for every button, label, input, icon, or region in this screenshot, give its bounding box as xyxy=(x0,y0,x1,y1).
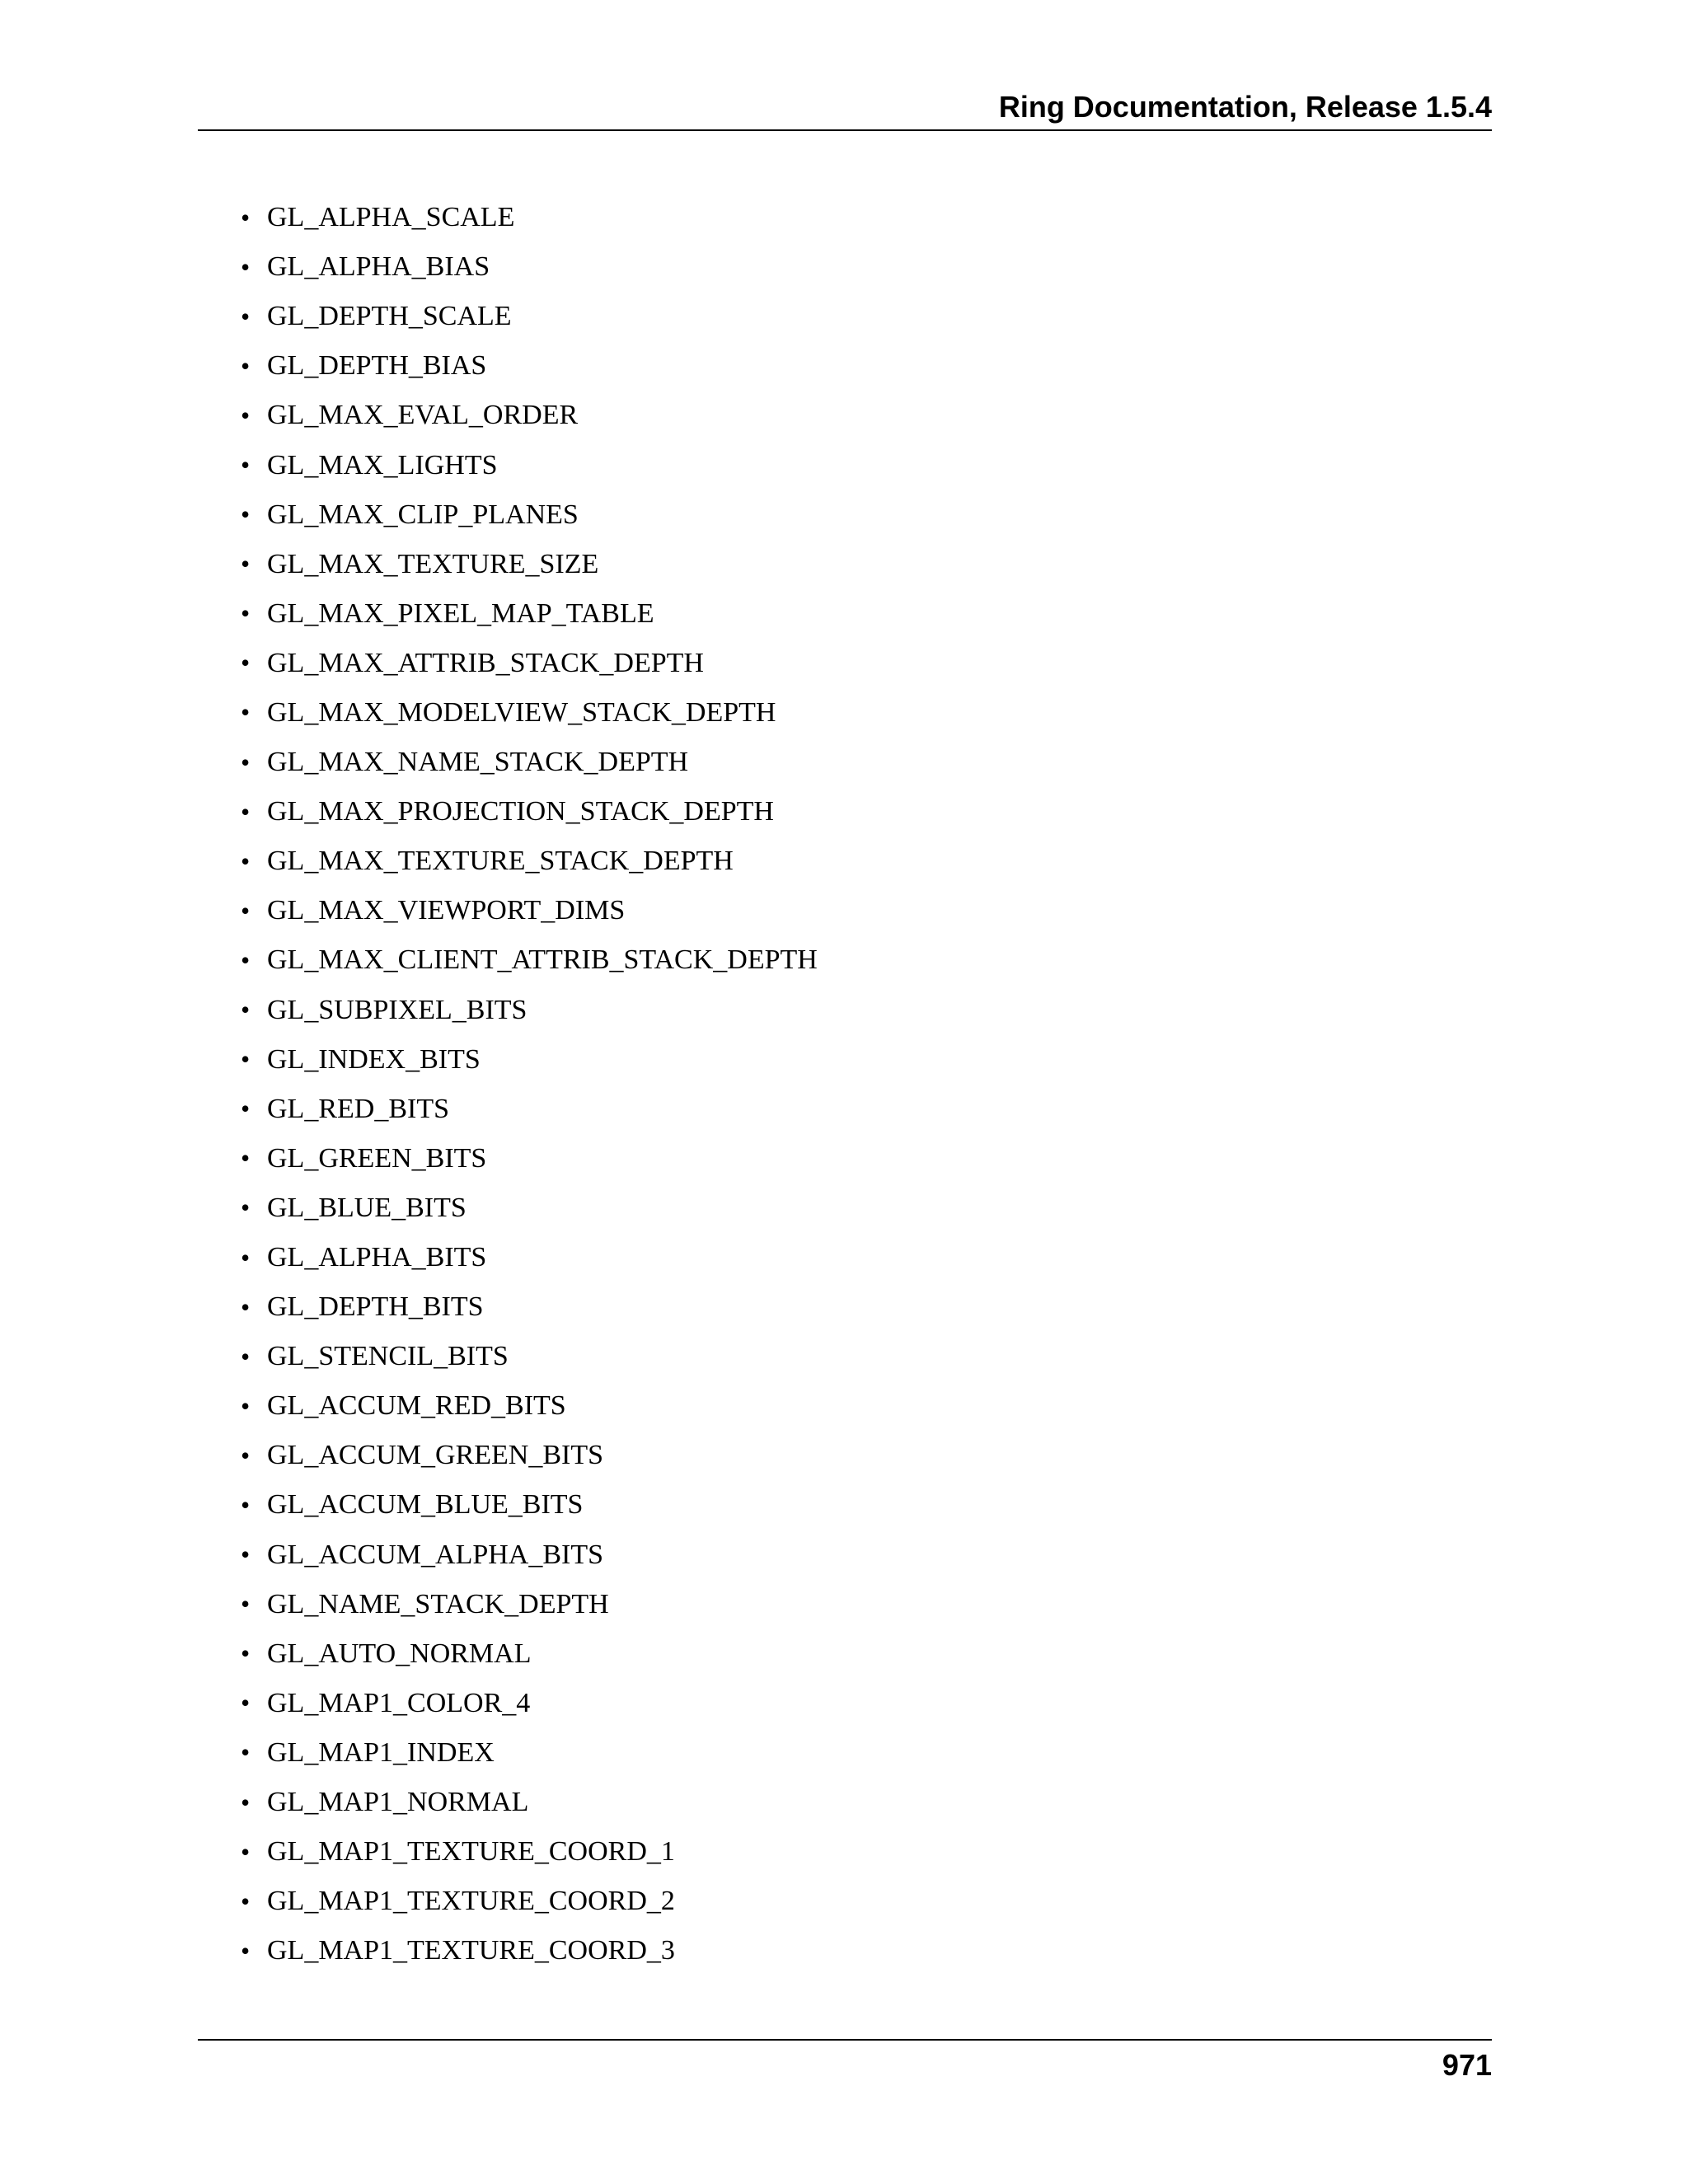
list-item-text: GL_MAP1_TEXTURE_COORD_2 xyxy=(267,1886,675,1917)
list-item-text: GL_MAX_TEXTURE_SIZE xyxy=(267,548,599,579)
bullet-icon: • xyxy=(241,450,251,480)
list-item-text: GL_INDEX_BITS xyxy=(267,1043,481,1075)
list-item xyxy=(241,193,818,242)
bullet-icon: • xyxy=(241,1540,251,1570)
list-item-text: GL_ALPHA_SCALE xyxy=(267,202,515,233)
list-item xyxy=(241,242,818,292)
list-item xyxy=(241,639,818,688)
list-item-text: GL_MAX_TEXTURE_STACK_DEPTH xyxy=(267,846,734,877)
list-item xyxy=(241,341,818,391)
list-item xyxy=(241,787,818,837)
bullet-icon: • xyxy=(241,995,251,1025)
list-item-text: GL_MAX_CLIENT_ATTRIB_STACK_DEPTH xyxy=(267,944,818,976)
list-item-text: GL_MAP1_NORMAL xyxy=(267,1787,529,1818)
header-title: Ring Documentation, Release 1.5.4 xyxy=(998,90,1492,124)
list-item xyxy=(241,986,818,1035)
list-item xyxy=(241,1085,818,1134)
list-item xyxy=(241,1480,818,1530)
bullet-icon: • xyxy=(241,1489,251,1520)
list-item xyxy=(241,1183,818,1233)
bullet-icon: • xyxy=(241,301,251,331)
bullet-icon: • xyxy=(241,598,251,629)
bullet-icon: • xyxy=(241,1638,251,1669)
bullet-icon: • xyxy=(241,1242,251,1272)
footer-divider xyxy=(198,2039,1492,2041)
bullet-icon: • xyxy=(241,1390,251,1421)
bullet-icon: • xyxy=(241,499,251,530)
list-item xyxy=(241,1728,818,1778)
list-item xyxy=(241,1035,818,1085)
list-item-text: GL_ACCUM_ALPHA_BITS xyxy=(267,1539,604,1570)
list-item xyxy=(241,837,818,886)
bullet-icon: • xyxy=(241,846,251,876)
list-item xyxy=(241,1827,818,1877)
page-number: 971 xyxy=(1442,2048,1492,2082)
bullet-icon: • xyxy=(241,549,251,579)
bullet-icon: • xyxy=(241,1935,251,1966)
list-item-text: GL_MAP1_INDEX xyxy=(267,1736,495,1768)
bullet-icon: • xyxy=(241,251,251,282)
list-item xyxy=(241,738,818,787)
list-item-text: GL_AUTO_NORMAL xyxy=(267,1638,532,1669)
bullet-icon: • xyxy=(241,1737,251,1768)
bullet-icon: • xyxy=(241,1193,251,1223)
bullet-icon: • xyxy=(241,202,251,232)
list-item xyxy=(241,490,818,540)
bullet-icon: • xyxy=(241,400,251,430)
list-item xyxy=(241,1381,818,1431)
list-item-text: GL_RED_BITS xyxy=(267,1093,449,1124)
bullet-icon: • xyxy=(241,1688,251,1718)
list-item-text: GL_ALPHA_BIAS xyxy=(267,251,490,283)
list-item-text: GL_ACCUM_GREEN_BITS xyxy=(267,1440,604,1471)
list-item-text: GL_MAX_MODELVIEW_STACK_DEPTH xyxy=(267,696,776,728)
constant-list xyxy=(241,193,818,1975)
list-item-text: GL_MAX_NAME_STACK_DEPTH xyxy=(267,747,689,778)
list-item-text: GL_NAME_STACK_DEPTH xyxy=(267,1588,609,1619)
bullet-icon: • xyxy=(241,1589,251,1619)
list-item-text: GL_MAX_LIGHTS xyxy=(267,449,498,480)
list-item xyxy=(241,1629,818,1679)
bullet-icon: • xyxy=(241,648,251,678)
list-item xyxy=(241,886,818,935)
list-item xyxy=(241,1679,818,1728)
bullet-icon: • xyxy=(241,1044,251,1075)
header-divider xyxy=(198,129,1492,131)
list-item-text: GL_SUBPIXEL_BITS xyxy=(267,994,528,1025)
list-item-text: GL_ALPHA_BITS xyxy=(267,1242,487,1273)
list-item xyxy=(241,1282,818,1332)
list-item-text: GL_ACCUM_RED_BITS xyxy=(267,1390,566,1422)
list-item xyxy=(241,292,818,341)
list-item xyxy=(241,1926,818,1975)
list-item xyxy=(241,589,818,639)
bullet-icon: • xyxy=(241,1787,251,1817)
bullet-icon: • xyxy=(241,1291,251,1322)
list-item-text: GL_MAX_VIEWPORT_DIMS xyxy=(267,895,626,926)
list-item-text: GL_MAX_EVAL_ORDER xyxy=(267,400,579,431)
bullet-icon: • xyxy=(241,697,251,728)
bullet-icon: • xyxy=(241,350,251,381)
list-item-text: GL_MAP1_TEXTURE_COORD_3 xyxy=(267,1935,675,1966)
list-item xyxy=(241,1530,818,1580)
bullet-icon: • xyxy=(241,1341,251,1371)
bullet-icon: • xyxy=(241,1440,251,1470)
list-item-text: GL_DEPTH_BITS xyxy=(267,1291,484,1323)
list-item-text: GL_MAX_PROJECTION_STACK_DEPTH xyxy=(267,796,774,827)
list-item xyxy=(241,1877,818,1926)
list-item-text: GL_MAP1_COLOR_4 xyxy=(267,1687,531,1718)
list-item xyxy=(241,440,818,490)
list-item xyxy=(241,688,818,738)
list-item-text: GL_MAP1_TEXTURE_COORD_1 xyxy=(267,1836,675,1868)
list-item xyxy=(241,540,818,589)
bullet-icon: • xyxy=(241,895,251,926)
list-item xyxy=(241,1332,818,1381)
list-item xyxy=(241,1233,818,1282)
list-item-text: GL_MAX_ATTRIB_STACK_DEPTH xyxy=(267,647,704,678)
list-item-text: GL_STENCIL_BITS xyxy=(267,1341,509,1372)
list-item xyxy=(241,1134,818,1183)
list-item xyxy=(241,1431,818,1480)
list-item xyxy=(241,1778,818,1827)
bullet-icon: • xyxy=(241,1143,251,1174)
bullet-icon: • xyxy=(241,796,251,827)
list-item-text: GL_DEPTH_BIAS xyxy=(267,350,487,382)
bullet-icon: • xyxy=(241,747,251,777)
list-item-text: GL_BLUE_BITS xyxy=(267,1192,467,1223)
list-item-text: GL_ACCUM_BLUE_BITS xyxy=(267,1489,584,1521)
list-item xyxy=(241,935,818,985)
list-item-text: GL_MAX_PIXEL_MAP_TABLE xyxy=(267,598,654,629)
list-item-text: GL_MAX_CLIP_PLANES xyxy=(267,499,579,530)
list-item-text: GL_DEPTH_SCALE xyxy=(267,301,512,332)
bullet-icon: • xyxy=(241,1094,251,1124)
bullet-icon: • xyxy=(241,944,251,975)
bullet-icon: • xyxy=(241,1836,251,1867)
list-item xyxy=(241,391,818,440)
bullet-icon: • xyxy=(241,1886,251,1916)
list-item xyxy=(241,1580,818,1629)
list-item-text: GL_GREEN_BITS xyxy=(267,1142,487,1174)
